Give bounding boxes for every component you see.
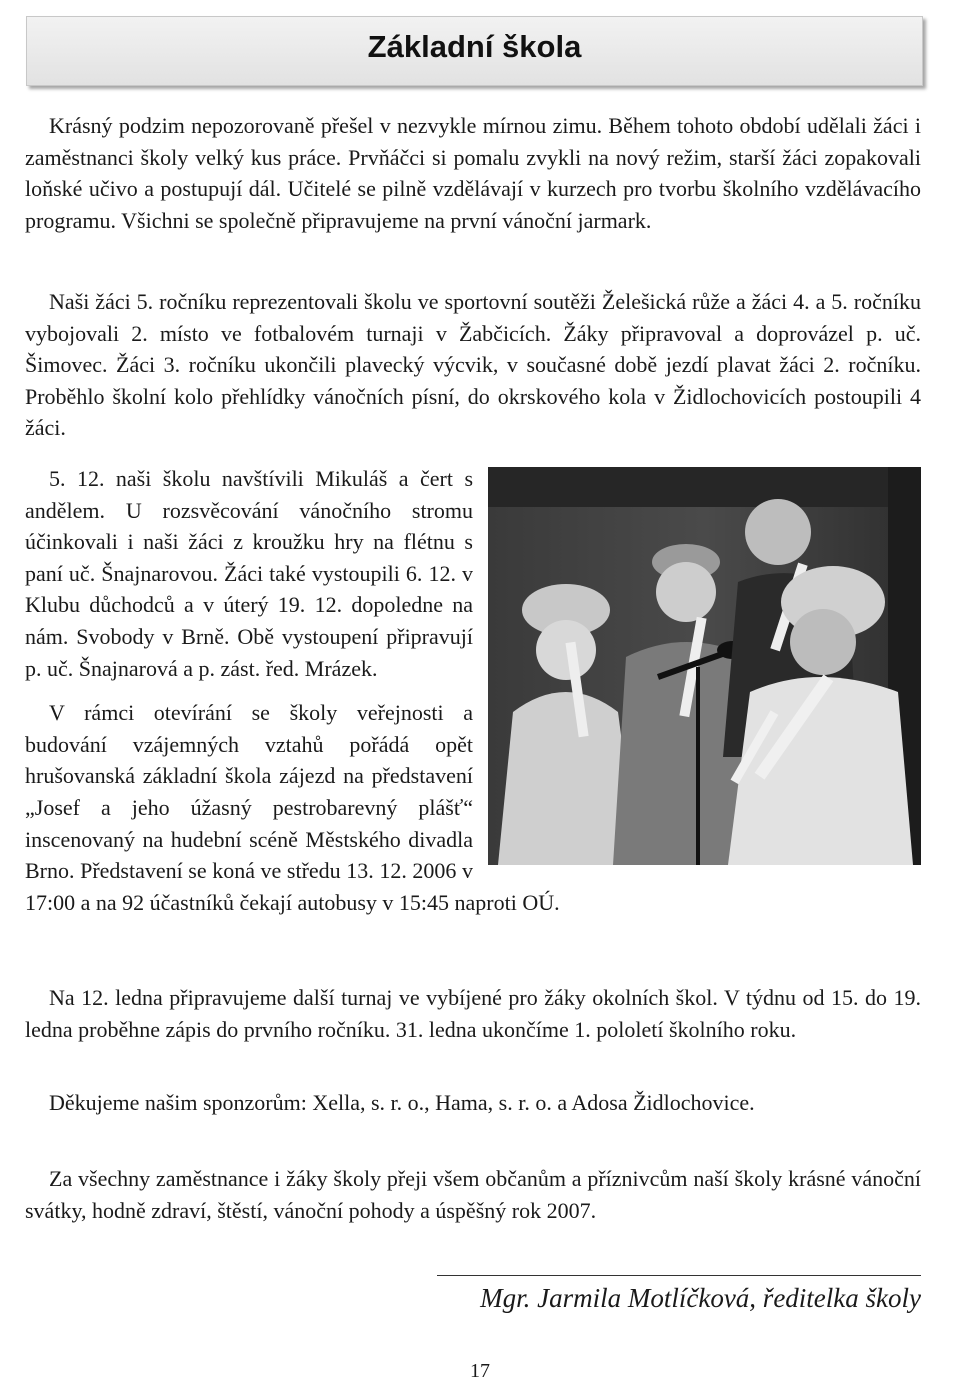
article-paragraph-wishes [25, 1163, 921, 1226]
paragraph-sports: Naši žáci 5. ročníku reprezentovali školu ve sportovní soutěži Želešická růže a žáci 4. a 5. ročníku vybojovali 2. místo ve fotbalovém turnaji v Žabčicích. Žáky připravoval a doprovázel p. uč. Šimovec. Žáci 3. ročníku ukončili plavecký výcvik, v současné době jezdí plavat žáci 2. ročníku. Proběhlo školní kolo přehlídky vánočních písní, do okrskového kola v Židlochovicích postoupili 4 žáci. [25, 289, 921, 441]
page-number: 17 [470, 1360, 490, 1382]
article-paragraph-intro [25, 110, 921, 236]
paragraph-wishes: Za všechny zaměstnance i žáky školy přeji všem občanům a příznivcům naší školy krásné vánoční svátky, hodně zdraví, štěstí, vánoční pohody a úspěšný rok 2007. [25, 1166, 921, 1223]
paragraph-january: Na 12. ledna připravujeme další turnaj ve vybíjené pro žáky okolních škol. V týdnu od 15. do 19. ledna proběhne zápis do prvního ročníku. 31. ledna ukončíme 1. pololetí školního roku. [25, 985, 921, 1042]
photo-illustration [488, 467, 921, 865]
paragraph-theatre: V rámci otevírání se školy veřejnosti a budování vzájemných vztahů pořádá opět hrušovanská základní škola zájezd na představení „Josef a jeho úžasný pestrobarevný plášť“ inscenovaný na hudební scéně Městského divadla Brno. Představení se koná ve středu 13. 12. 2006 v 17:00 a na 92 účastníků čekají autobusy v 15:45 naproti OÚ. [25, 700, 560, 915]
signature: Mgr. Jarmila Motlíčková, ředitelka školy [480, 1283, 921, 1313]
section-header [26, 16, 923, 86]
paragraph-intro: Krásný podzim nepozorovaně přešel v nezvykle mírnou zimu. Během tohoto období udělali žáci i zaměstnanci školy velký kus práce. Prvňáčci si pomalu zvykli na nový režim, starší žáci zopakovali loňské učivo a postupují dál. Učitelé se pilně vzdělávají v kurzech pro tvorbu školního vzdělávacího programu. Všichni se společně připravujeme na první vánoční jarmark. [25, 113, 921, 233]
children-playing-flutes-photo [488, 467, 921, 865]
section-title: Základní škola [367, 29, 582, 64]
paragraph-sponsors: Děkujeme našim sponzorům: Xella, s. r. o., Hama, s. r. o. a Adosa Židlochovice. [49, 1090, 755, 1115]
signature-rule [437, 1275, 921, 1276]
article-paragraph-sponsors [25, 1087, 921, 1119]
article-paragraph-january [25, 982, 921, 1045]
article-paragraph-sports [25, 286, 921, 444]
paragraph-mikulas: 5. 12. naši školu navštívili Mikuláš a čert s andělem. U rozsvěcování vánočního stromu účinkovali i naši žáci z kroužku hry na flétnu s paní uč. Šnajnarovou. Žáci také vystoupili 6. 12. v Klubu důchodců a v úterý 19. 12. dopoledne na nám. Svobody v Brně. Obě vystoupení připravují p. uč. Šnajnarová a p. zást. řed. Mrázek. [25, 466, 473, 681]
